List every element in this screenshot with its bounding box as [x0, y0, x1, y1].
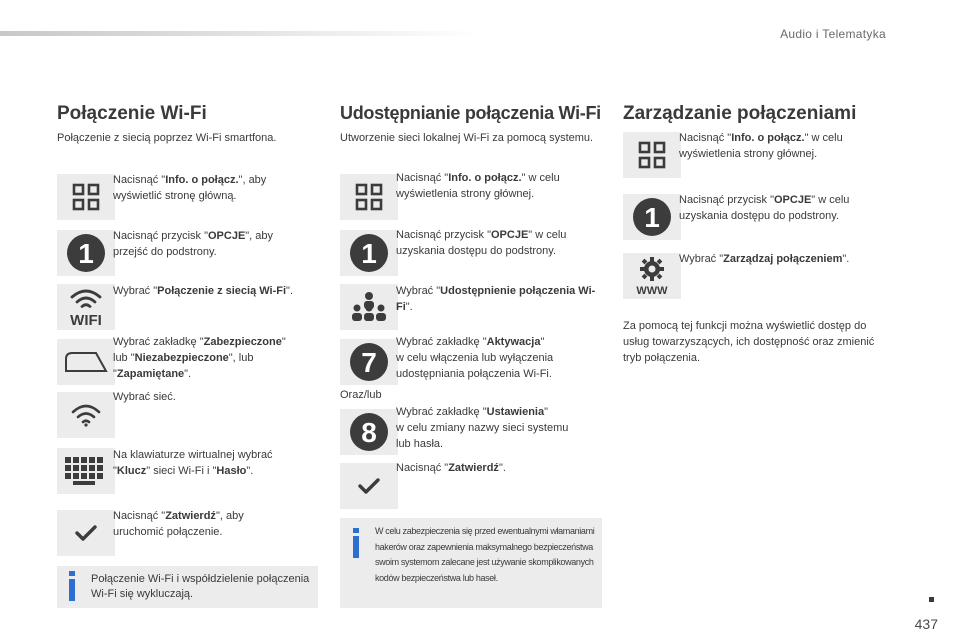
step-text: Wybrać "Połączenie z siecią Wi-Fi". [113, 285, 294, 297]
grid-icon [57, 174, 115, 220]
page-marker [929, 597, 934, 602]
svg-text:8: 8 [361, 417, 377, 448]
description-text: Za pomocą tej funkcji można wyświetlić dostęp do usług towarzyszących, ich dostępność oraz zmienić tryb połączenia. [623, 320, 875, 364]
one-icon [57, 230, 115, 276]
note-text: Połączenie Wi-Fi i współdzielenie połączenia Wi-Fi się wykluczają. [91, 573, 310, 600]
step-text: Nacisnąć "Info. o połącz." w celu wyświetlenia strony głównej. [679, 132, 843, 160]
info-icon [352, 528, 358, 564]
grid-icon [623, 132, 681, 178]
or-label: Oraz/lub [340, 389, 382, 401]
step-text: Wybrać zakładkę "Zabezpieczone" lub "Niezabezpieczone", lub "Zapamiętane". [113, 336, 286, 380]
people-icon [340, 284, 398, 330]
svg-text:WWW: WWW [636, 285, 668, 296]
step-text: Nacisnąć "Zatwierdź", aby uruchomić połączenie. [113, 510, 244, 538]
section-title: Audio i Telematyka [780, 27, 886, 41]
section-heading: Udostępnianie połączenia Wi-Fi [340, 103, 601, 123]
one-icon [340, 230, 398, 276]
keyboard-icon [57, 448, 115, 494]
section-heading: Połączenie Wi-Fi [57, 103, 207, 124]
step-text: Wybrać zakładkę "Ustawienia" w celu zmiany nazwy sieci systemu lub hasła. [396, 406, 569, 450]
step-text: Wybrać sieć. [113, 391, 176, 403]
section-heading: Zarządzanie połączeniami [623, 103, 857, 124]
header-rule [0, 31, 480, 36]
step-text: Nacisnąć "Info. o połącz.", aby wyświetlić stronę główną. [113, 174, 267, 202]
step-text: Nacisnąć "Info. o połącz." w celu wyświetlenia strony głównej. [396, 172, 560, 200]
step-text: Nacisnąć "Zatwierdź". [396, 462, 506, 474]
tab-icon [57, 339, 115, 385]
page-number: 437 [914, 616, 938, 632]
seven-icon [340, 339, 398, 385]
grid-icon [340, 174, 398, 220]
wifi-icon [57, 392, 115, 438]
check-icon [57, 510, 115, 556]
www-gear-icon [623, 253, 681, 299]
step-text: Nacisnąć przycisk "OPCJE" w celu uzyskania dostępu do podstrony. [679, 194, 850, 222]
svg-text:1: 1 [644, 202, 660, 233]
svg-text:1: 1 [361, 238, 377, 269]
step-text: Nacisnąć przycisk "OPCJE" w celu uzyskania dostępu do podstrony. [396, 229, 567, 257]
step-text: Na klawiaturze wirtualnej wybrać "Klucz" sieci Wi-Fi i "Hasło". [113, 449, 273, 477]
wifi-text-icon [57, 284, 115, 330]
svg-text:1: 1 [78, 238, 94, 269]
eight-icon [340, 409, 398, 455]
info-icon [68, 571, 74, 607]
note-text: W celu zabezpieczenia się przed ewentualnymi włamaniami hakerów oraz zapewnienia maksymalnego bezpieczeństwa swoim systemom zalecane jest używanie skomplikowanych kodów bezpieczeństwa lub haseł. [375, 526, 595, 583]
svg-text:WIFI: WIFI [70, 312, 102, 327]
step-text: Wybrać zakładkę "Aktywacja" w celu włączenia lub wyłączenia udostępniania połączenia Wi-Fi. [396, 336, 554, 380]
info-note [340, 518, 602, 608]
one-icon [623, 194, 681, 240]
intro-text: Połączenie z siecią poprzez Wi-Fi smartfona. [57, 132, 277, 144]
check-icon [340, 463, 398, 509]
intro-text: Utworzenie sieci lokalnej Wi-Fi za pomocą systemu. [340, 132, 594, 144]
step-text: Wybrać "Zarządzaj połączeniem". [679, 253, 850, 265]
info-note [57, 566, 318, 608]
step-text: Nacisnąć przycisk "OPCJE", aby przejść do podstrony. [113, 230, 274, 258]
svg-text:7: 7 [361, 347, 377, 378]
step-text: Wybrać "Udostępnienie połączenia Wi-Fi". [396, 285, 596, 313]
